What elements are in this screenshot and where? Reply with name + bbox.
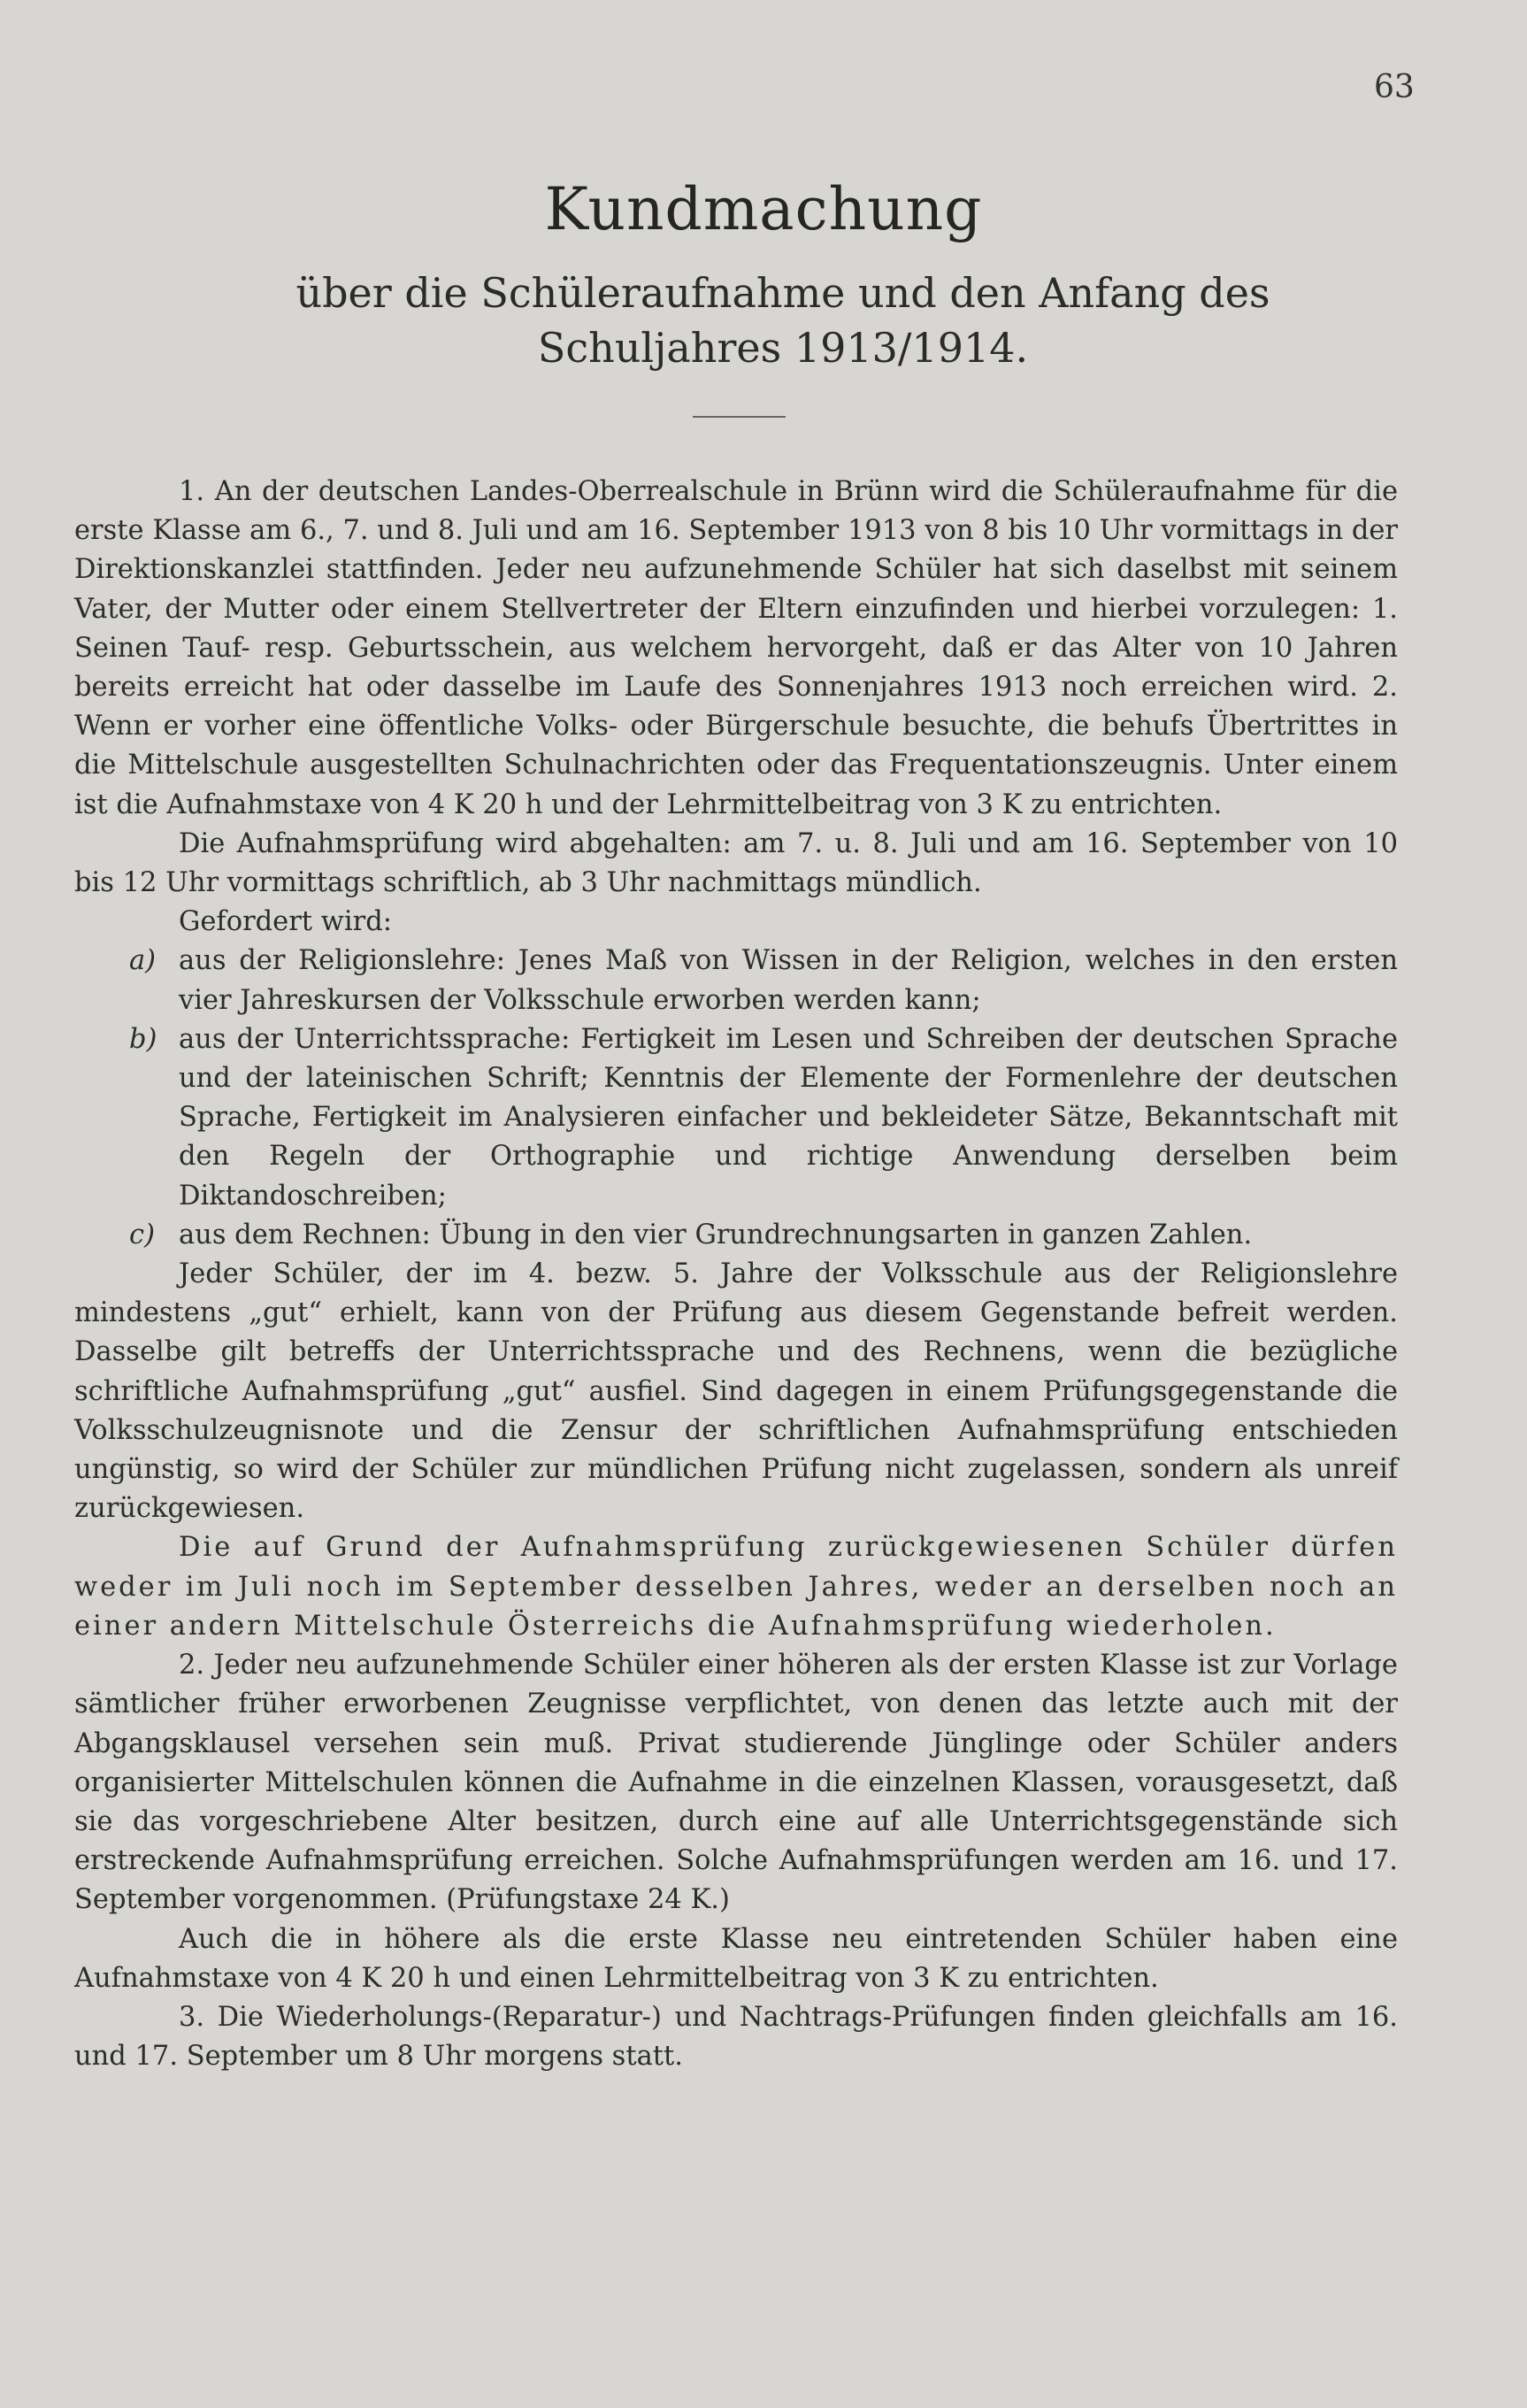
paragraph-requirements-intro: Gefordert wird: (179, 906, 392, 938)
paragraph-higher-class-fees: Auch die in höhere als die erste Klasse neu eintretenden Schüler haben eine Aufnahmstaxe von 4 K 20 h und einen Lehrmittelbeitrag von 3 K zu entrichten. (74, 1923, 1398, 1994)
paragraph-section-3: 3. Die Wiederholungs-(Reparatur-) und Nachtrags-Prüfungen finden gleichfalls am 16. und 17. September um 8 Uhr morgens statt. (74, 2001, 1398, 2073)
paragraph-exemption: Jeder Schüler, der im 4. bezw. 5. Jahre der Volksschule aus der Religionslehre mindestens „gut“ erhielt, kann von der Prüfung aus diesem Gegenstande befreit werden. Dasselbe gilt betreffs der Unterrichtssprache und des Rechnens, wenn die bezügliche schriftliche Aufnahmsprüfung „gut“ ausfiel. Sind dagegen in einem Prüfungsgegenstande die Volksschulzeugnisnote und die Zensur der schriftlichen Aufnahmsprüfung entschieden ungünstig, so wird der Schüler zur mündlichen Prüfung nicht zugelassen, sondern als unreif zurückgewiesen. (74, 1258, 1398, 1525)
document-title: Kundmachung (544, 175, 983, 243)
list-item-text: aus der Religionslehre: Jenes Maß von Wissen in der Religion, welches in den ersten vier Jahreskursen der Volksschule erworben werden kann; (179, 945, 1398, 1016)
list-item-text: aus dem Rechnen: Übung in den vier Grundrechnungsarten in ganzen Zahlen. (179, 1219, 1253, 1250)
document-body (74, 473, 1398, 2076)
paragraph-section-1: 1. An der deutschen Landes-Oberrealschule in Brünn wird die Schüleraufnahme für die erste Klasse am 6., 7. und 8. Juli und am 16. September 1913 von 8 bis 10 Uhr vormittags in der Direktionskanzlei stattfinden. Jeder neu aufzunehmende Schüler hat sich daselbst mit seinem Vater, der Mutter oder einem Stellvertreter der Eltern einzufinden und hierbei vorzulegen: 1. Seinen Tauf- resp. Geburtsschein, aus welchem hervorgeht, daß er das Alter von 10 Jahren bereits erreicht hat oder dasselbe im Laufe des Sonnenjahres 1913 noch erreichen wird. 2. Wenn er vorher eine öffentliche Volks- oder Bürgerschule besuchte, die behufs Übertrittes in die Mittelschule ausgestellten Schulnachrichten oder das Frequentationszeugnis. Unter einem ist die Aufnahmstaxe von 4 K 20 h und der Lehrmittelbeitrag von 3 K zu entrichten. (74, 476, 1398, 820)
list-marker: a) (129, 945, 157, 977)
paragraph-rejection: Die auf Grund der Aufnahmsprüfung zurückgewiesenen Schüler dürfen weder im Juli noch im September desselben Jahres, weder an derselben noch an einer andern Mittelschule Österreichs die Aufnahmsprüfung wiederholen. (74, 1532, 1398, 1642)
list-item-arithmetic (74, 1216, 1398, 1255)
paragraph-section-2: 2. Jeder neu aufzunehmende Schüler einer höheren als der ersten Klasse ist zur Vorlage sämtlicher früher erworbenen Zeugnisse verpflichtet, von denen das letzte auch mit der Abgangsklausel versehen sein muß. Privat studierende Jünglinge oder Schüler anders organisierter Mittelschulen können die Aufnahme in die einzelnen Klassen, vorausgesetzt, daß sie das vorgeschriebene Alter besitzen, durch eine auf alle Unterrichtsgegenstände sich erstreckende Aufnahmsprüfung erreichen. Solche Aufnahmsprüfungen werden am 16. und 17. September vorgenommen. (Prüfungstaxe 24 K.) (74, 1650, 1398, 1916)
paragraph-exam-dates: Die Aufnahmsprüfung wird abgehalten: am 7. u. 8. Juli und am 16. September von 10 bis 12 Uhr vormittags schriftlich, ab 3 Uhr nachmittags mündlich. (74, 827, 1398, 899)
list-marker: c) (129, 1219, 155, 1250)
title-divider (693, 416, 786, 418)
page-number: 63 (1374, 69, 1415, 105)
document-subtitle: über die Schüleraufnahme und den Anfang des Schuljahres 1913/1914. (295, 269, 1270, 372)
requirements-list (74, 942, 1398, 1255)
list-item-text: aus der Unterrichtssprache: Fertigkeit im Lesen und Schreiben der deutschen Sprache und der lateinischen Schrift; Kenntnis der Elemente der Formenlehre der deutschen Sprache, Fertigkeit im Analysieren einfacher und bekleideter Sätze, Bekanntschaft mit den Regeln der Orthographie und richtige Anwendung derselben beim Diktandoschreiben; (179, 1023, 1398, 1212)
list-item-language (74, 1020, 1398, 1216)
list-item-religion (74, 942, 1398, 1019)
list-marker: b) (129, 1023, 157, 1055)
